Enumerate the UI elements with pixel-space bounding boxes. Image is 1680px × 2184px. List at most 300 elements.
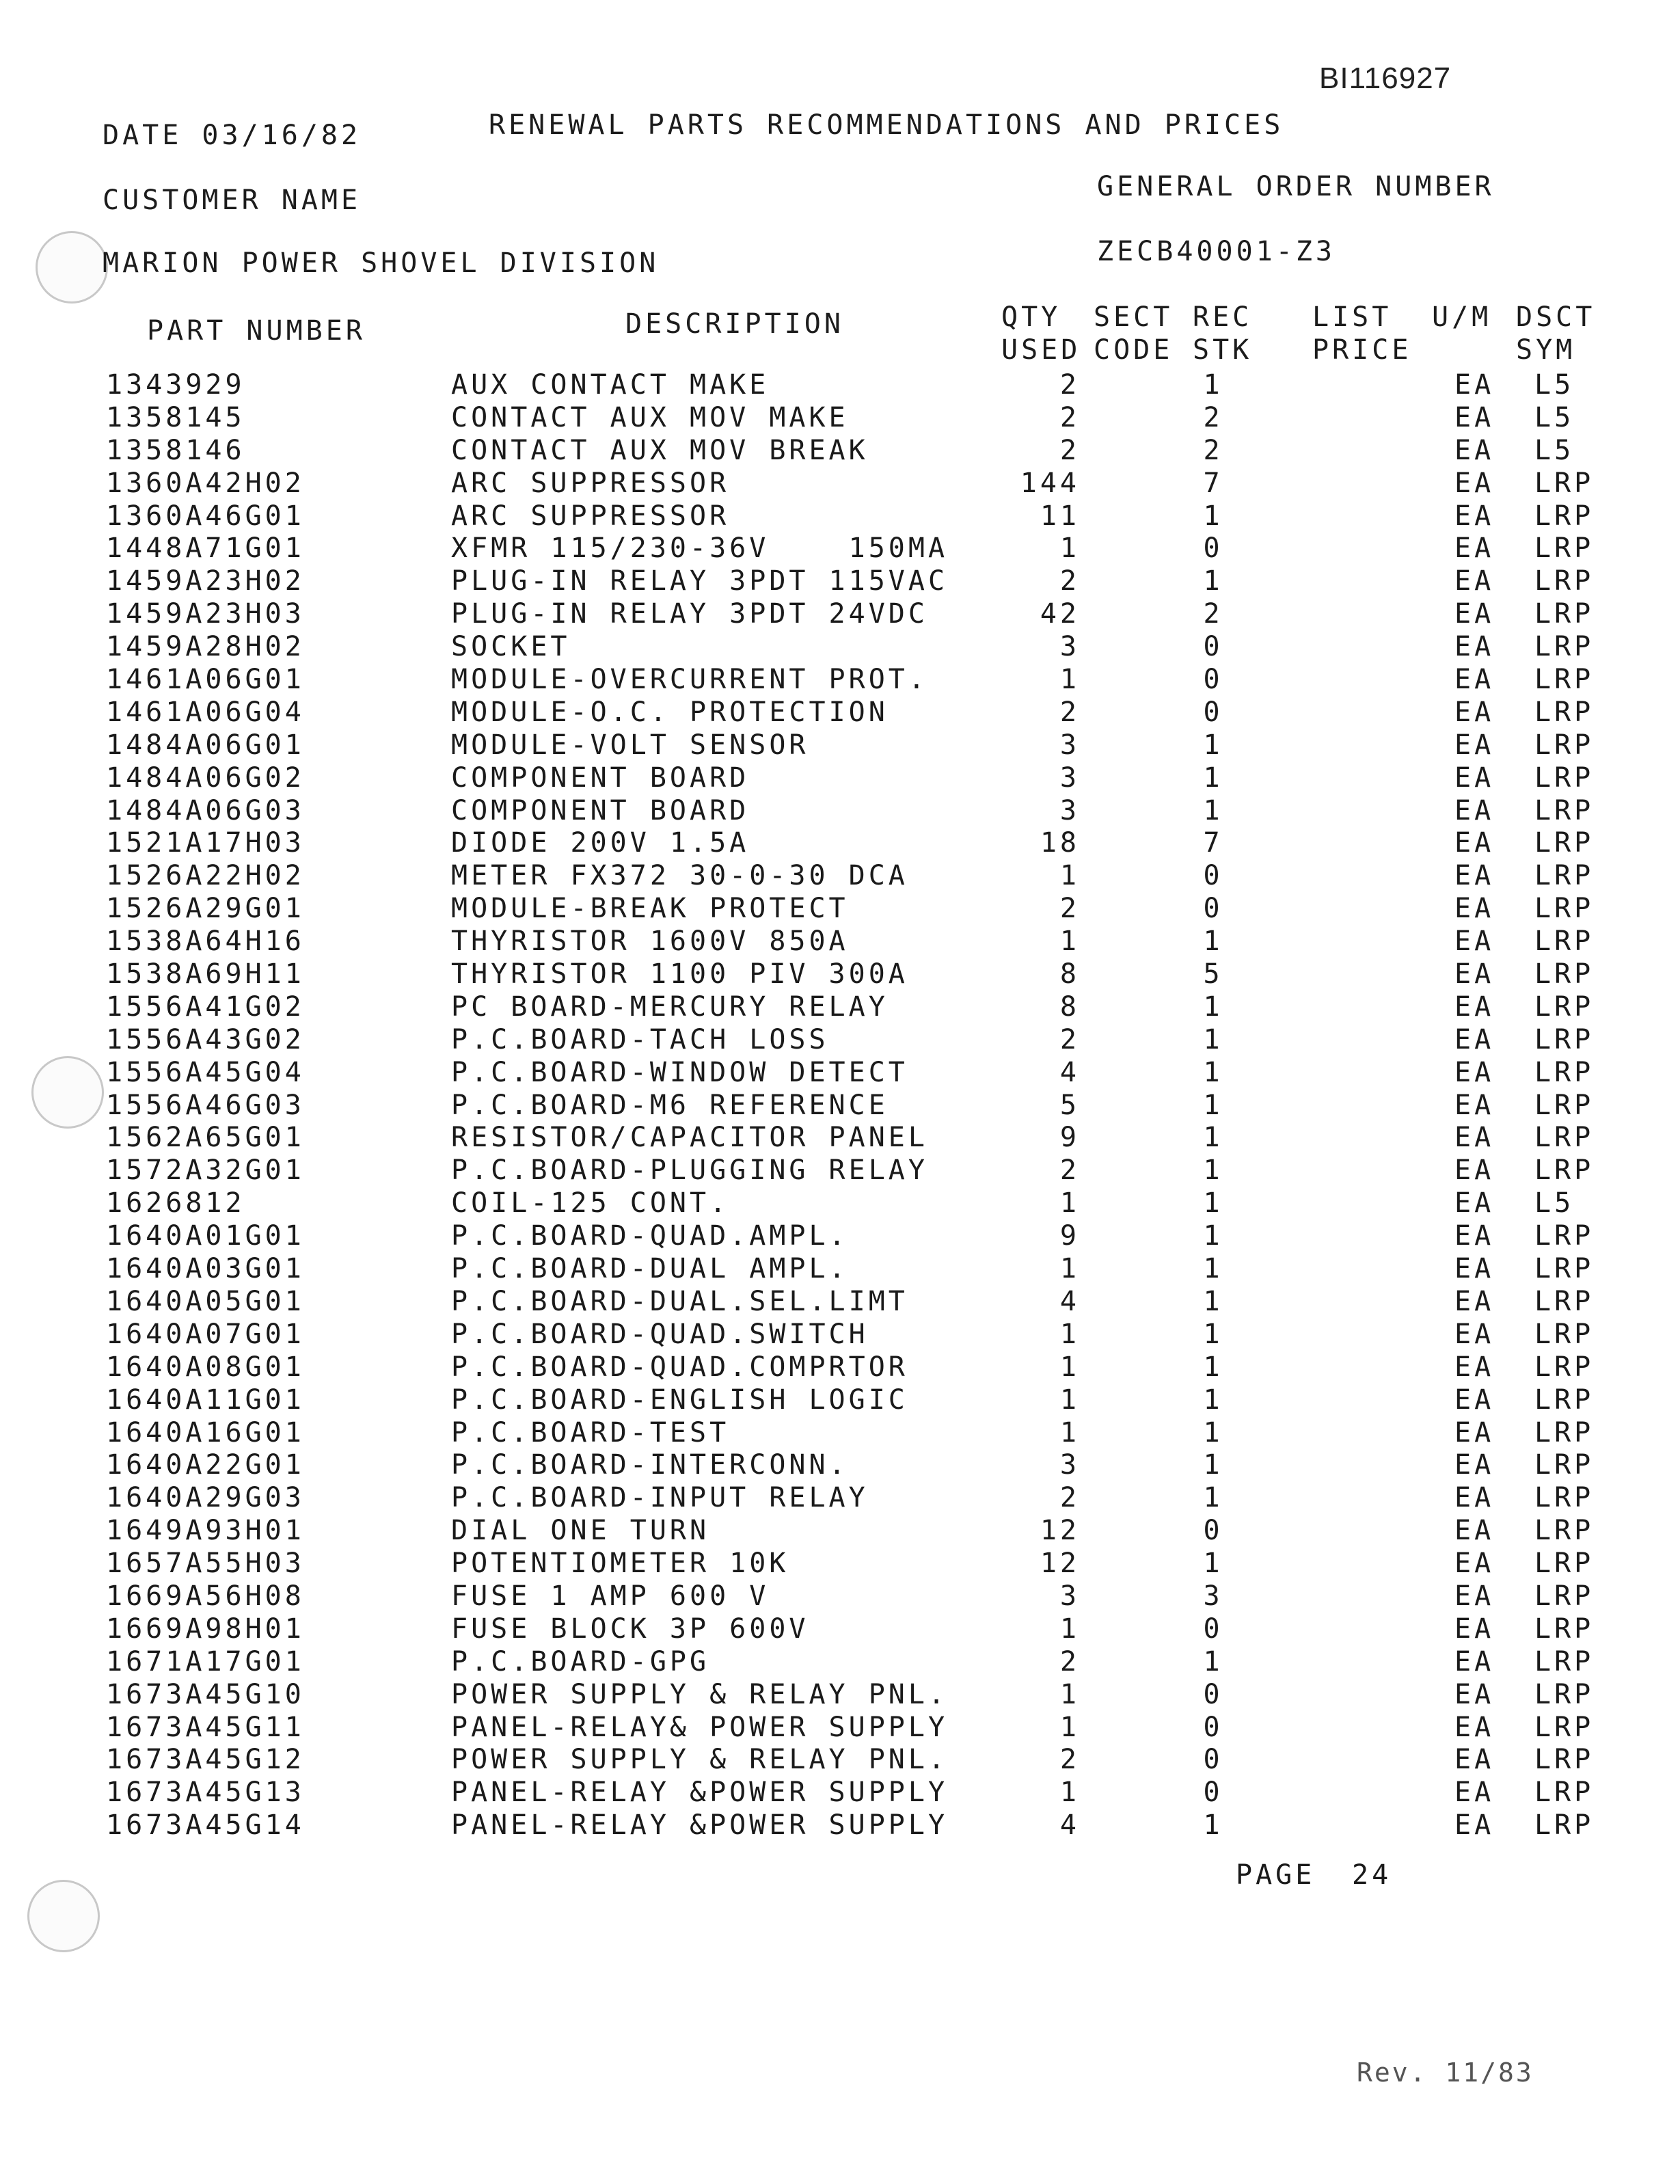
- dsct-sym-cell: LRP: [1534, 761, 1595, 794]
- punch-hole: [36, 231, 108, 304]
- table-row: [0, 1613, 1680, 1646]
- qty-used-cell: 18: [1040, 827, 1080, 859]
- part-number-cell: 1484A06G02: [106, 761, 305, 794]
- part-number-cell: 1556A46G03: [106, 1089, 305, 1121]
- rec-stk-cell: 1: [1203, 1089, 1223, 1121]
- dsct-sym-cell: L5: [1534, 434, 1575, 466]
- part-number-cell: 1673A45G12: [106, 1744, 305, 1776]
- rec-stk-cell: 1: [1203, 1285, 1223, 1317]
- punch-hole: [27, 1880, 100, 1952]
- qty-used-cell: 3: [1059, 1580, 1080, 1612]
- part-number-cell: 1671A17G01: [106, 1645, 305, 1677]
- description-cell: METER FX372 30-0-30 DCA: [451, 860, 908, 892]
- description-cell: P.C.BOARD-QUAD.COMPRTOR: [451, 1351, 908, 1383]
- um-cell: EA: [1454, 631, 1495, 663]
- dsct-sym-cell: LRP: [1534, 1384, 1595, 1416]
- rec-stk-cell: 0: [1203, 1678, 1223, 1710]
- rec-stk-cell: 1: [1203, 1449, 1223, 1481]
- qty-used-cell: 2: [1059, 893, 1080, 925]
- part-number-cell: 1657A55H03: [106, 1548, 305, 1580]
- qty-used-cell: 1: [1059, 1351, 1080, 1383]
- um-cell: EA: [1454, 926, 1495, 958]
- um-cell: EA: [1454, 794, 1495, 826]
- table-row: [0, 435, 1680, 468]
- qty-used-cell: 2: [1059, 696, 1080, 728]
- um-cell: EA: [1454, 1187, 1495, 1219]
- um-cell: EA: [1454, 1711, 1495, 1743]
- qty-used-cell: 1: [1059, 1613, 1080, 1645]
- description-cell: COIL-125 CONT.: [451, 1187, 730, 1219]
- table-row: [0, 795, 1680, 828]
- rec-stk-cell: 0: [1203, 696, 1223, 728]
- part-number-cell: 1459A28H02: [106, 631, 305, 663]
- rec-stk-cell: 1: [1203, 1155, 1223, 1187]
- rec-stk-cell: 2: [1203, 598, 1223, 630]
- dsct-sym-cell: LRP: [1534, 1416, 1595, 1448]
- description-cell: FUSE BLOCK 3P 600V: [451, 1613, 809, 1645]
- dsct-sym-cell: LRP: [1534, 1023, 1595, 1055]
- part-number-cell: 1538A69H11: [106, 958, 305, 990]
- table-row: [0, 893, 1680, 926]
- rec-stk-cell: 1: [1203, 1416, 1223, 1448]
- um-cell: EA: [1454, 1744, 1495, 1776]
- um-cell: EA: [1454, 860, 1495, 892]
- table-row: [0, 1253, 1680, 1286]
- description-cell: P.C.BOARD-GPG: [451, 1645, 710, 1677]
- table-row: [0, 631, 1680, 664]
- um-cell: EA: [1454, 1645, 1495, 1677]
- rec-stk-cell: 1: [1203, 1220, 1223, 1252]
- part-number-cell: 1484A06G03: [106, 794, 305, 826]
- um-cell: EA: [1454, 761, 1495, 794]
- table-row: [0, 565, 1680, 598]
- qty-used-cell: 9: [1059, 1220, 1080, 1252]
- description-cell: MODULE-O.C. PROTECTION: [451, 696, 889, 728]
- table-row: [0, 1220, 1680, 1253]
- description-cell: PANEL-RELAY &POWER SUPPLY: [451, 1809, 949, 1842]
- dsct-sym-cell: LRP: [1534, 1548, 1595, 1580]
- rec-stk-cell: 1: [1203, 1351, 1223, 1383]
- column-header-qty-used: QTY USED: [1001, 301, 1081, 366]
- table-row: [0, 1580, 1680, 1613]
- table-row: [0, 664, 1680, 697]
- rec-stk-cell: 1: [1203, 369, 1223, 401]
- dsct-sym-cell: L5: [1534, 401, 1575, 433]
- rec-stk-cell: 1: [1203, 1122, 1223, 1154]
- dsct-sym-cell: LRP: [1534, 827, 1595, 859]
- general-order-number: ZECB40001-Z3: [1097, 236, 1336, 267]
- table-row: [0, 468, 1680, 500]
- part-number-cell: 1640A05G01: [106, 1285, 305, 1317]
- um-cell: EA: [1454, 1678, 1495, 1710]
- part-number-cell: 1673A45G14: [106, 1809, 305, 1842]
- qty-used-cell: 2: [1059, 565, 1080, 597]
- um-cell: EA: [1454, 401, 1495, 433]
- qty-used-cell: 42: [1040, 598, 1080, 630]
- rec-stk-cell: 1: [1203, 1809, 1223, 1842]
- part-number-cell: 1358145: [106, 401, 245, 433]
- description-cell: MODULE-BREAK PROTECT: [451, 893, 849, 925]
- table-row: [0, 1286, 1680, 1319]
- table-row: [0, 369, 1680, 402]
- part-number-cell: 1448A71G01: [106, 532, 305, 565]
- qty-used-cell: 1: [1059, 1678, 1080, 1710]
- part-number-cell: 1640A07G01: [106, 1318, 305, 1350]
- part-number-cell: 1343929: [106, 369, 245, 401]
- qty-used-cell: 12: [1040, 1548, 1080, 1580]
- rec-stk-cell: 3: [1203, 1580, 1223, 1612]
- description-cell: P.C.BOARD-INPUT RELAY: [451, 1482, 869, 1514]
- um-cell: EA: [1454, 1416, 1495, 1448]
- part-number-cell: 1459A23H03: [106, 598, 305, 630]
- customer-name-label: CUSTOMER NAME: [103, 185, 362, 216]
- dsct-sym-cell: LRP: [1534, 1155, 1595, 1187]
- rec-stk-cell: 1: [1203, 926, 1223, 958]
- part-number-cell: 1358146: [106, 434, 245, 466]
- rec-stk-cell: 0: [1203, 532, 1223, 565]
- um-cell: EA: [1454, 565, 1495, 597]
- dsct-sym-cell: LRP: [1534, 1253, 1595, 1285]
- description-cell: PLUG-IN RELAY 3PDT 24VDC: [451, 598, 928, 630]
- um-cell: EA: [1454, 1155, 1495, 1187]
- part-number-cell: 1669A98H01: [106, 1613, 305, 1645]
- description-cell: DIODE 200V 1.5A: [451, 827, 750, 859]
- table-row: [0, 1090, 1680, 1122]
- description-cell: CONTACT AUX MOV MAKE: [451, 401, 849, 433]
- part-number-cell: 1640A16G01: [106, 1416, 305, 1448]
- description-cell: MODULE-VOLT SENSOR: [451, 729, 809, 761]
- rec-stk-cell: 0: [1203, 1777, 1223, 1809]
- description-cell: P.C.BOARD-INTERCONN.: [451, 1449, 849, 1481]
- um-cell: EA: [1454, 1482, 1495, 1514]
- rec-stk-cell: 0: [1203, 631, 1223, 663]
- part-number-cell: 1572A32G01: [106, 1155, 305, 1187]
- description-cell: P.C.BOARD-M6 REFERENCE: [451, 1089, 889, 1121]
- table-row: [0, 1482, 1680, 1515]
- table-row: [0, 1712, 1680, 1744]
- dsct-sym-cell: LRP: [1534, 729, 1595, 761]
- part-number-cell: 1669A56H08: [106, 1580, 305, 1612]
- dsct-sym-cell: LRP: [1534, 794, 1595, 826]
- table-row: [0, 1515, 1680, 1548]
- qty-used-cell: 3: [1059, 631, 1080, 663]
- description-cell: P.C.BOARD-DUAL.SEL.LIMT: [451, 1285, 908, 1317]
- qty-used-cell: 4: [1059, 1056, 1080, 1088]
- qty-used-cell: 1: [1059, 664, 1080, 696]
- dsct-sym-cell: LRP: [1534, 990, 1595, 1023]
- qty-used-cell: 1: [1059, 860, 1080, 892]
- table-row: [0, 958, 1680, 991]
- dsct-sym-cell: LRP: [1534, 1220, 1595, 1252]
- um-cell: EA: [1454, 1351, 1495, 1383]
- table-row: [0, 860, 1680, 893]
- description-cell: PANEL-RELAY &POWER SUPPLY: [451, 1777, 949, 1809]
- description-cell: PC BOARD-MERCURY RELAY: [451, 990, 889, 1023]
- dsct-sym-cell: LRP: [1534, 1711, 1595, 1743]
- table-row: [0, 991, 1680, 1024]
- part-number-cell: 1673A45G10: [106, 1678, 305, 1710]
- table-row: [0, 1351, 1680, 1384]
- dsct-sym-cell: LRP: [1534, 1122, 1595, 1154]
- table-row: [0, 1384, 1680, 1417]
- column-header-um: U/M: [1432, 301, 1492, 333]
- table-row: [0, 827, 1680, 860]
- um-cell: EA: [1454, 696, 1495, 728]
- dsct-sym-cell: LRP: [1534, 532, 1595, 565]
- dsct-sym-cell: LRP: [1534, 500, 1595, 532]
- table-row: [0, 1417, 1680, 1450]
- page-number: 24: [1352, 1859, 1392, 1891]
- dsct-sym-cell: L5: [1534, 369, 1575, 401]
- description-cell: P.C.BOARD-ENGLISH LOGIC: [451, 1384, 908, 1416]
- um-cell: EA: [1454, 598, 1495, 630]
- part-number-cell: 1562A65G01: [106, 1122, 305, 1154]
- rec-stk-cell: 1: [1203, 1548, 1223, 1580]
- dsct-sym-cell: LRP: [1534, 893, 1595, 925]
- part-number-cell: 1461A06G01: [106, 664, 305, 696]
- column-header-dsct-sym: DSCT SYM: [1516, 301, 1596, 366]
- qty-used-cell: 2: [1059, 1645, 1080, 1677]
- dsct-sym-cell: LRP: [1534, 958, 1595, 990]
- um-cell: EA: [1454, 958, 1495, 990]
- table-row: [0, 926, 1680, 958]
- um-cell: EA: [1454, 1548, 1495, 1580]
- description-cell: P.C.BOARD-QUAD.AMPL.: [451, 1220, 849, 1252]
- part-number-cell: 1640A01G01: [106, 1220, 305, 1252]
- table-row: [0, 1057, 1680, 1090]
- um-cell: EA: [1454, 1253, 1495, 1285]
- part-number-cell: 1673A45G13: [106, 1777, 305, 1809]
- report-date: DATE 03/16/82: [103, 120, 362, 151]
- qty-used-cell: 1: [1059, 1253, 1080, 1285]
- rec-stk-cell: 0: [1203, 664, 1223, 696]
- description-cell: SOCKET: [451, 631, 571, 663]
- dsct-sym-cell: LRP: [1534, 1678, 1595, 1710]
- qty-used-cell: 2: [1059, 434, 1080, 466]
- qty-used-cell: 1: [1059, 926, 1080, 958]
- dsct-sym-cell: LRP: [1534, 1285, 1595, 1317]
- rec-stk-cell: 1: [1203, 1023, 1223, 1055]
- dsct-sym-cell: LRP: [1534, 1613, 1595, 1645]
- um-cell: EA: [1454, 434, 1495, 466]
- um-cell: EA: [1454, 500, 1495, 532]
- table-row: [0, 1319, 1680, 1351]
- description-cell: ARC SUPPRESSOR: [451, 467, 730, 499]
- part-number-cell: 1484A06G01: [106, 729, 305, 761]
- rec-stk-cell: 1: [1203, 1645, 1223, 1677]
- qty-used-cell: 1: [1059, 1777, 1080, 1809]
- qty-used-cell: 144: [1020, 467, 1080, 499]
- um-cell: EA: [1454, 1809, 1495, 1842]
- description-cell: DIAL ONE TURN: [451, 1515, 710, 1547]
- um-cell: EA: [1454, 532, 1495, 565]
- rec-stk-cell: 1: [1203, 500, 1223, 532]
- part-number-cell: 1526A29G01: [106, 893, 305, 925]
- table-row: [0, 1646, 1680, 1679]
- qty-used-cell: 2: [1059, 369, 1080, 401]
- qty-used-cell: 4: [1059, 1809, 1080, 1842]
- description-cell: AUX CONTACT MAKE: [451, 369, 770, 401]
- table-row: [0, 1187, 1680, 1220]
- column-header-part-number: PART NUMBER: [147, 315, 366, 347]
- description-cell: P.C.BOARD-QUAD.SWITCH: [451, 1318, 869, 1350]
- um-cell: EA: [1454, 1089, 1495, 1121]
- page-label: PAGE: [1236, 1859, 1316, 1891]
- rec-stk-cell: 1: [1203, 1187, 1223, 1219]
- description-cell: P.C.BOARD-TEST: [451, 1416, 730, 1448]
- part-number-cell: 1649A93H01: [106, 1515, 305, 1547]
- customer-name: MARION POWER SHOVEL DIVISION: [103, 247, 660, 279]
- description-cell: ARC SUPPRESSOR: [451, 500, 730, 532]
- table-row: [0, 402, 1680, 435]
- dsct-sym-cell: LRP: [1534, 1809, 1595, 1842]
- description-cell: XFMR 115/230-36V 150MA: [451, 532, 949, 565]
- table-row: [0, 697, 1680, 729]
- um-cell: EA: [1454, 1613, 1495, 1645]
- description-cell: COMPONENT BOARD: [451, 794, 750, 826]
- dsct-sym-cell: LRP: [1534, 467, 1595, 499]
- dsct-sym-cell: LRP: [1534, 1515, 1595, 1547]
- qty-used-cell: 1: [1059, 1416, 1080, 1448]
- um-cell: EA: [1454, 664, 1495, 696]
- um-cell: EA: [1454, 1580, 1495, 1612]
- dsct-sym-cell: LRP: [1534, 1580, 1595, 1612]
- rec-stk-cell: 1: [1203, 1056, 1223, 1088]
- rec-stk-cell: 2: [1203, 401, 1223, 433]
- qty-used-cell: 2: [1059, 401, 1080, 433]
- qty-used-cell: 4: [1059, 1285, 1080, 1317]
- part-number-cell: 1640A22G01: [106, 1449, 305, 1481]
- description-cell: RESISTOR/CAPACITOR PANEL: [451, 1122, 928, 1154]
- qty-used-cell: 1: [1059, 1187, 1080, 1219]
- qty-used-cell: 9: [1059, 1122, 1080, 1154]
- qty-used-cell: 3: [1059, 794, 1080, 826]
- part-number-cell: 1360A42H02: [106, 467, 305, 499]
- rec-stk-cell: 7: [1203, 467, 1223, 499]
- table-row: [0, 1777, 1680, 1809]
- part-number-cell: 1626812: [106, 1187, 245, 1219]
- qty-used-cell: 5: [1059, 1089, 1080, 1121]
- dsct-sym-cell: LRP: [1534, 565, 1595, 597]
- qty-used-cell: 1: [1059, 532, 1080, 565]
- rec-stk-cell: 0: [1203, 1613, 1223, 1645]
- part-number-cell: 1556A41G02: [106, 990, 305, 1023]
- rec-stk-cell: 0: [1203, 1744, 1223, 1776]
- dsct-sym-cell: LRP: [1534, 1645, 1595, 1677]
- qty-used-cell: 3: [1059, 761, 1080, 794]
- part-number-cell: 1673A45G11: [106, 1711, 305, 1743]
- part-number-cell: 1526A22H02: [106, 860, 305, 892]
- um-cell: EA: [1454, 1056, 1495, 1088]
- description-cell: MODULE-OVERCURRENT PROT.: [451, 664, 928, 696]
- qty-used-cell: 1: [1059, 1384, 1080, 1416]
- table-row: [0, 762, 1680, 795]
- rec-stk-cell: 0: [1203, 860, 1223, 892]
- rec-stk-cell: 2: [1203, 434, 1223, 466]
- description-cell: POTENTIOMETER 10K: [451, 1548, 789, 1580]
- rec-stk-cell: 0: [1203, 893, 1223, 925]
- part-number-cell: 1360A46G01: [106, 500, 305, 532]
- part-number-cell: 1640A11G01: [106, 1384, 305, 1416]
- part-number-cell: 1640A03G01: [106, 1253, 305, 1285]
- qty-used-cell: 12: [1040, 1515, 1080, 1547]
- table-row: [0, 500, 1680, 533]
- qty-used-cell: 11: [1040, 500, 1080, 532]
- um-cell: EA: [1454, 893, 1495, 925]
- part-number-cell: 1556A45G04: [106, 1056, 305, 1088]
- description-cell: P.C.BOARD-WINDOW DETECT: [451, 1056, 908, 1088]
- rec-stk-cell: 5: [1203, 958, 1223, 990]
- description-cell: P.C.BOARD-TACH LOSS: [451, 1023, 829, 1055]
- column-header-sect-code: SECT CODE: [1094, 301, 1174, 366]
- um-cell: EA: [1454, 1449, 1495, 1481]
- table-row: [0, 1155, 1680, 1187]
- general-order-label: GENERAL ORDER NUMBER: [1097, 171, 1495, 202]
- part-number-cell: 1538A64H16: [106, 926, 305, 958]
- description-cell: P.C.BOARD-DUAL AMPL.: [451, 1253, 849, 1285]
- qty-used-cell: 8: [1059, 958, 1080, 990]
- dsct-sym-cell: LRP: [1534, 1744, 1595, 1776]
- rec-stk-cell: 1: [1203, 1318, 1223, 1350]
- um-cell: EA: [1454, 467, 1495, 499]
- table-row: [0, 532, 1680, 565]
- dsct-sym-cell: LRP: [1534, 860, 1595, 892]
- column-header-rec-stk: REC STK: [1193, 301, 1253, 366]
- qty-used-cell: 1: [1059, 1318, 1080, 1350]
- rec-stk-cell: 7: [1203, 827, 1223, 859]
- table-row: [0, 1809, 1680, 1842]
- table-row: [0, 1122, 1680, 1155]
- um-cell: EA: [1454, 1285, 1495, 1317]
- um-cell: EA: [1454, 1220, 1495, 1252]
- description-cell: POWER SUPPLY & RELAY PNL.: [451, 1678, 949, 1710]
- rec-stk-cell: 1: [1203, 729, 1223, 761]
- qty-used-cell: 3: [1059, 729, 1080, 761]
- rec-stk-cell: 0: [1203, 1515, 1223, 1547]
- dsct-sym-cell: LRP: [1534, 1449, 1595, 1481]
- part-number-cell: 1459A23H02: [106, 565, 305, 597]
- qty-used-cell: 1: [1059, 1711, 1080, 1743]
- qty-used-cell: 2: [1059, 1744, 1080, 1776]
- description-cell: PANEL-RELAY& POWER SUPPLY: [451, 1711, 949, 1743]
- description-cell: POWER SUPPLY & RELAY PNL.: [451, 1744, 949, 1776]
- um-cell: EA: [1454, 729, 1495, 761]
- um-cell: EA: [1454, 1023, 1495, 1055]
- rec-stk-cell: 0: [1203, 1711, 1223, 1743]
- table-row: [0, 729, 1680, 762]
- table-row: [0, 598, 1680, 631]
- qty-used-cell: 2: [1059, 1155, 1080, 1187]
- dsct-sym-cell: LRP: [1534, 1056, 1595, 1088]
- rec-stk-cell: 1: [1203, 990, 1223, 1023]
- um-cell: EA: [1454, 1318, 1495, 1350]
- table-row: [0, 1744, 1680, 1777]
- description-cell: P.C.BOARD-PLUGGING RELAY: [451, 1155, 928, 1187]
- column-header-description: DESCRIPTION: [625, 308, 844, 340]
- document-id: BI116927: [1319, 62, 1452, 95]
- parts-table: [0, 369, 1680, 1842]
- part-number-cell: 1640A29G03: [106, 1482, 305, 1514]
- rec-stk-cell: 1: [1203, 565, 1223, 597]
- dsct-sym-cell: LRP: [1534, 926, 1595, 958]
- dsct-sym-cell: LRP: [1534, 598, 1595, 630]
- dsct-sym-cell: LRP: [1534, 664, 1595, 696]
- part-number-cell: 1461A06G04: [106, 696, 305, 728]
- table-row: [0, 1024, 1680, 1057]
- rec-stk-cell: 1: [1203, 761, 1223, 794]
- dsct-sym-cell: LRP: [1534, 1777, 1595, 1809]
- qty-used-cell: 3: [1059, 1449, 1080, 1481]
